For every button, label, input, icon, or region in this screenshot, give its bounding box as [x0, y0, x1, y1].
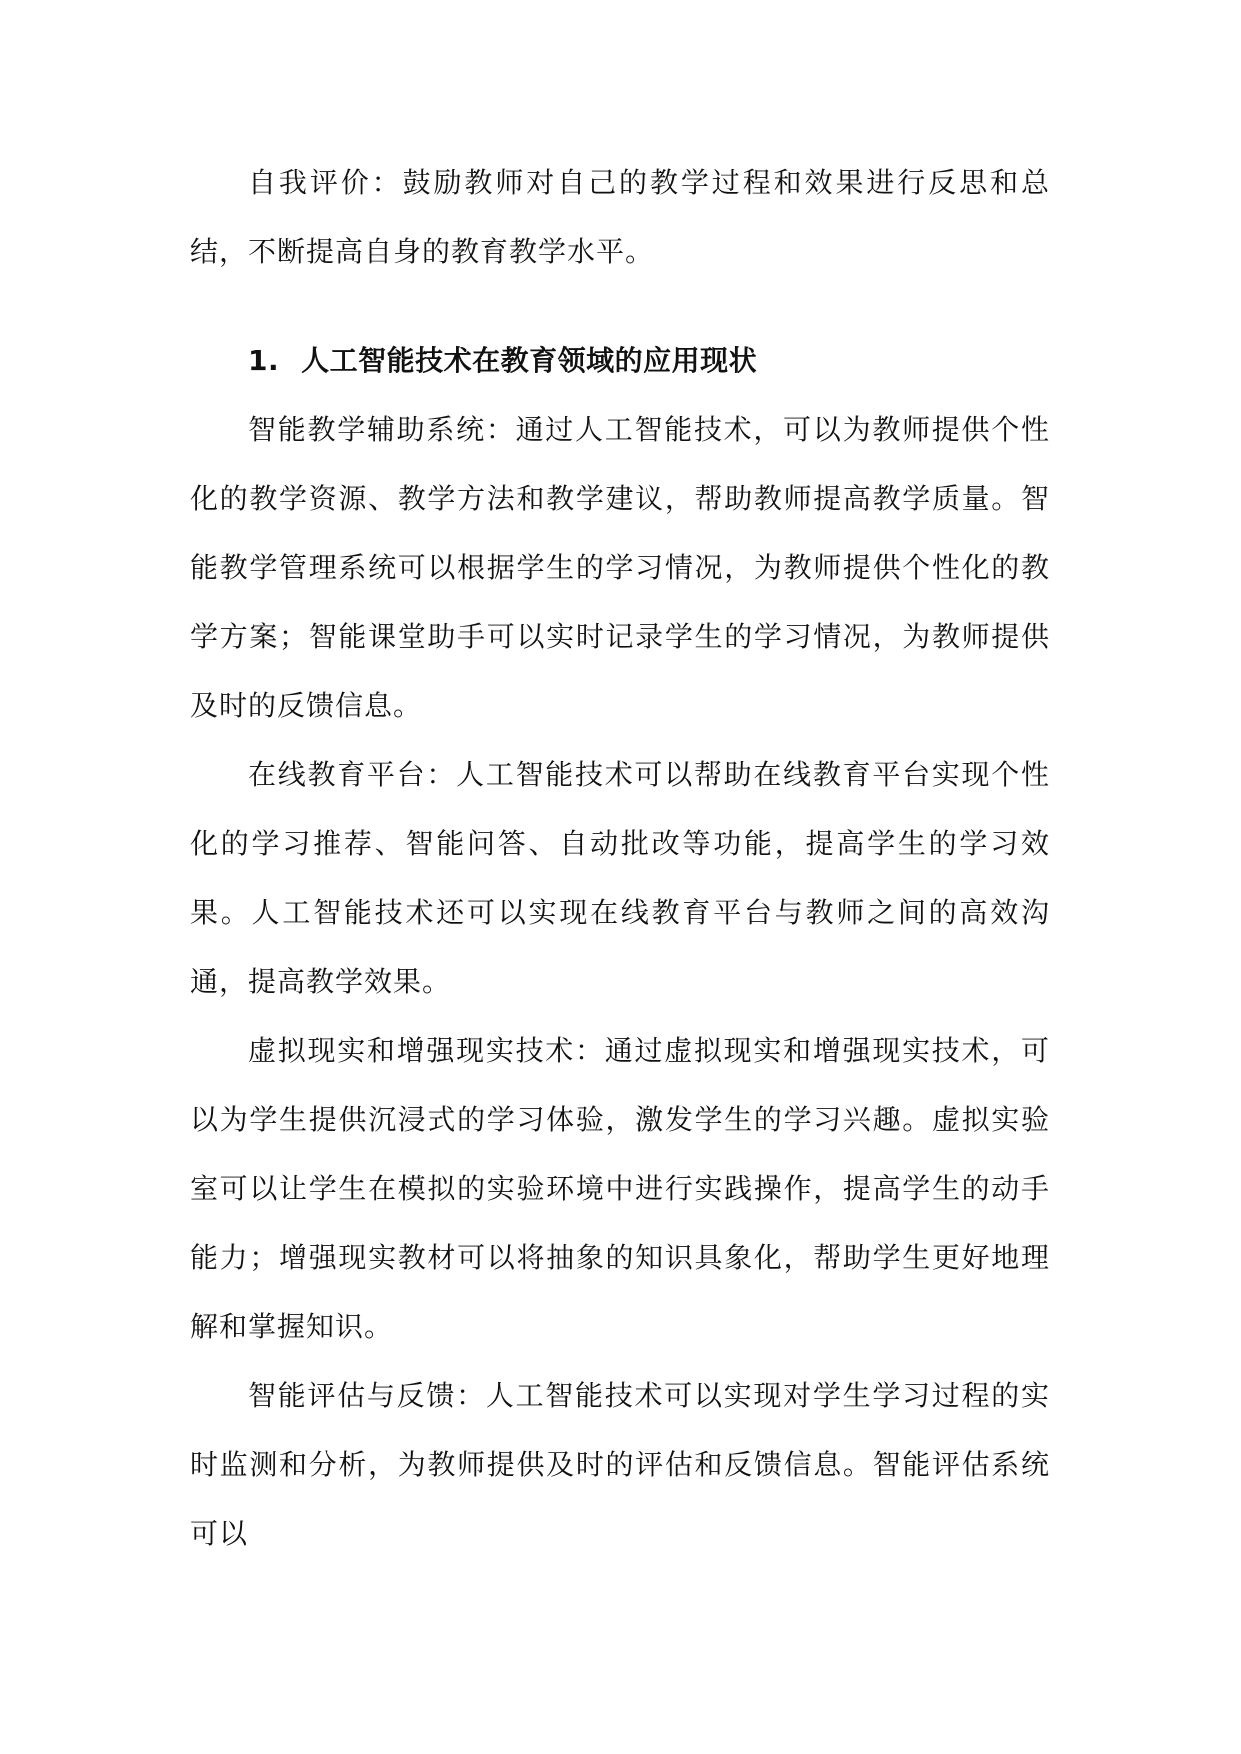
paragraph-intelligent-assessment: 智能评估与反馈：人工智能技术可以实现对学生学习过程的实时监测和分析，为教师提供及时的评估和反馈信息。智能评估系统可以 — [190, 1379, 1050, 1550]
paragraph-intelligent-teaching-assistant: 智能教学辅助系统：通过人工智能技术，可以为教师提供个性化的教学资源、教学方法和教学建议，帮助教师提高教学质量。智能教学管理系统可以根据学生的学习情况，为教师提供个性化的教学方案；智能课堂助手可以实时记录学生的学习情况，为教师提供及时的反馈信息。 — [190, 413, 1050, 722]
paragraph-online-education-platform: 在线教育平台：人工智能技术可以帮助在线教育平台实现个性化的学习推荐、智能问答、自动批改等功能，提高学生的学习效果。人工智能技术还可以实现在线教育平台与教师之间的高效沟通，提高教学效果。 — [190, 758, 1050, 998]
paragraph-vr-ar-technology: 虚拟现实和增强现实技术：通过虚拟现实和增强现实技术，可以为学生提供沉浸式的学习体验，激发学生的学习兴趣。虚拟实验室可以让学生在模拟的实验环境中进行实践操作，提高学生的动手能力；增强现实教材可以将抽象的知识具象化，帮助学生更好地理解和掌握知识。 — [190, 1034, 1050, 1343]
section-title: 人工智能技术在教育领域的应用现状 — [301, 344, 758, 377]
intro-paragraph: 自我评价：鼓励教师对自己的教学过程和效果进行反思和总结，不断提高自身的教育教学水平。 — [190, 166, 1050, 268]
section-heading — [190, 326, 1050, 395]
section-number: 1. — [248, 344, 280, 377]
document-body — [190, 148, 1050, 1568]
